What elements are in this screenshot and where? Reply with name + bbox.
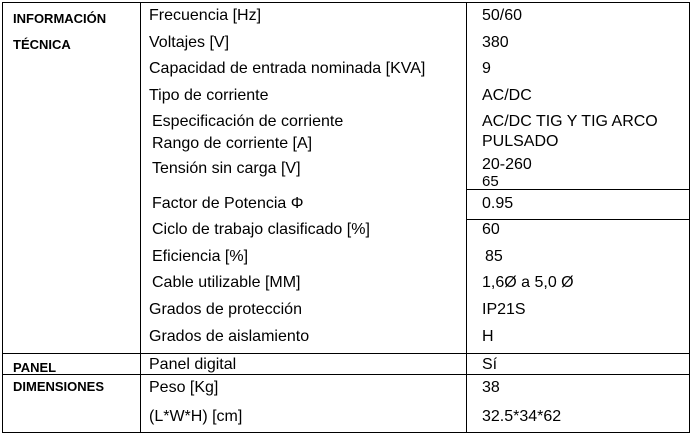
property-label: Factor de Potencia Φ	[152, 195, 304, 212]
property-label: Ciclo de trabajo clasificado [%]	[152, 221, 370, 238]
category-label: INFORMACIÓN	[13, 11, 107, 26]
section-divider	[3, 374, 689, 375]
property-label: Especificación de corriente	[152, 113, 344, 130]
property-value: AC/DC TIG Y TIG ARCO	[482, 113, 658, 130]
property-value: 65	[482, 173, 499, 190]
property-value: PULSADO	[482, 133, 559, 150]
property-label: Grados de protección	[149, 301, 302, 318]
property-label: Frecuencia [Hz]	[149, 7, 262, 24]
property-label: Peso [Kg]	[149, 379, 219, 396]
property-value: IP21S	[482, 301, 526, 318]
property-label: Grados de aislamiento	[149, 328, 310, 345]
property-label: Tipo de corriente	[149, 87, 269, 104]
category-label: TÉCNICA	[13, 37, 71, 52]
property-value: 85	[485, 248, 503, 265]
property-value: Sí	[482, 356, 498, 373]
spec-table	[2, 2, 690, 433]
category-label: DIMENSIONES	[13, 379, 105, 394]
property-value: H	[482, 328, 494, 345]
property-label: Cable utilizable [MM]	[152, 274, 301, 291]
property-value: 50/60	[482, 7, 523, 24]
column-divider	[466, 3, 467, 432]
property-value: AC/DC	[482, 87, 532, 104]
property-value: 0.95	[482, 195, 514, 212]
row-divider	[466, 189, 689, 190]
property-label: Tensión sin carga [V]	[152, 160, 301, 177]
property-value: 380	[482, 34, 509, 51]
property-value: 20-260	[482, 156, 532, 173]
property-label: Panel digital	[149, 356, 237, 373]
section-divider	[3, 353, 689, 354]
property-value: 60	[482, 221, 500, 238]
property-value: 1,6Ø a 5,0 Ø	[482, 274, 574, 291]
property-label: Capacidad de entrada nominada [KVA]	[149, 60, 426, 77]
column-divider	[140, 3, 141, 432]
property-label: Rango de corriente [A]	[152, 135, 313, 152]
category-label: PANEL	[13, 360, 57, 375]
row-divider	[466, 219, 689, 220]
property-label: (L*W*H) [cm]	[149, 408, 243, 425]
property-value: 32.5*34*62	[482, 408, 562, 425]
property-label: Voltajes [V]	[149, 34, 230, 51]
property-value: 38	[482, 379, 500, 396]
property-label: Eficiencia [%]	[152, 248, 249, 265]
property-value: 9	[482, 60, 491, 77]
